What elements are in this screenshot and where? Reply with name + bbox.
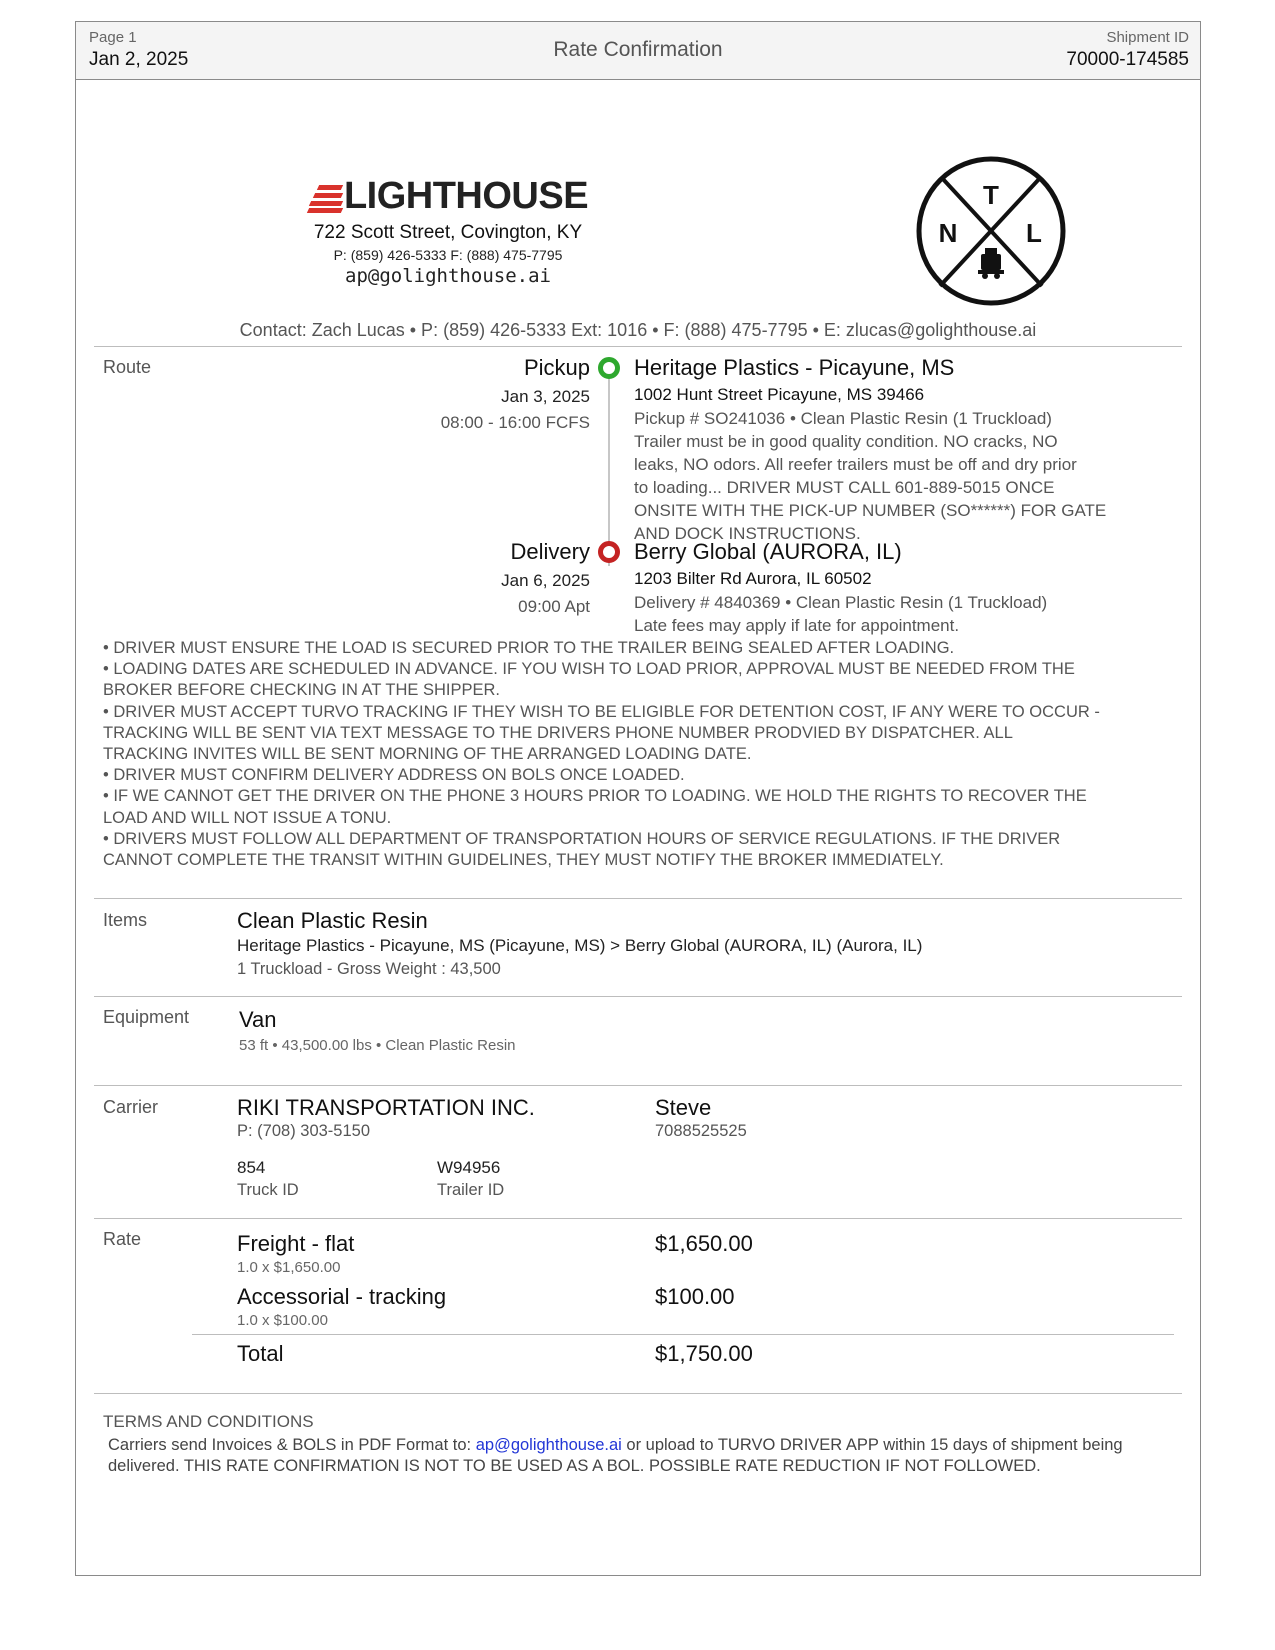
- items-details: [237, 908, 922, 979]
- pickup-note-line: leaks, NO odors. All reefer trailers must be off and dry prior: [634, 455, 1077, 474]
- instruction-line: TRACKING INVITES WILL BE SENT MORNING OF THE ARRANGED LOADING DATE.: [103, 745, 752, 764]
- rate-label: Rate: [103, 1229, 142, 1249]
- shipment-id: 70000-174585: [1066, 49, 1189, 70]
- equipment-label: Equipment: [103, 1007, 190, 1027]
- rate-line-amount: $100.00: [655, 1284, 735, 1309]
- emblem-letter-l: L: [1026, 218, 1042, 248]
- rate-line-calc: 1.0 x $100.00: [237, 1312, 328, 1329]
- delivery-schedule: [501, 539, 590, 617]
- driver-name: Steve: [655, 1095, 712, 1120]
- driver-instructions: [103, 638, 1183, 871]
- rate-line-name: Accessorial - tracking: [237, 1284, 447, 1309]
- tnl-emblem-icon: [914, 154, 1068, 308]
- delivery-address: 1203 Bilter Rd Aurora, IL 60502: [634, 569, 872, 588]
- delivery-notes: [634, 591, 1154, 637]
- trailer-id: W94956: [437, 1158, 501, 1177]
- total-label: Total: [237, 1341, 284, 1366]
- page-title: Rate Confirmation: [553, 38, 723, 61]
- rate-line-amount: $1,650.00: [655, 1231, 753, 1256]
- document-date: Jan 2, 2025: [89, 49, 189, 70]
- instruction-line: • DRIVER MUST CONFIRM DELIVERY ADDRESS ON BOLS ONCE LOADED.: [103, 766, 685, 785]
- pickup-note-line: Trailer must be in good quality condition. NO cracks, NO: [634, 432, 1058, 451]
- rate-line-name: Freight - flat: [237, 1231, 355, 1256]
- pickup-note-line: Pickup # SO241036 • Clean Plastic Resin (1 Truckload): [634, 409, 1052, 428]
- carrier-driver: [655, 1095, 747, 1141]
- divider: [94, 1218, 1182, 1219]
- delivery-time: 09:00 Apt: [518, 597, 590, 616]
- instruction-line: LOAD AND WILL NOT ISSUE A TONU.: [103, 808, 392, 827]
- delivery-date: Jan 6, 2025: [501, 571, 590, 590]
- divider: [94, 996, 1182, 997]
- delivery-type: Delivery: [510, 539, 590, 564]
- pickup-note-line: ONSITE WITH THE PICK-UP NUMBER (SO******) FOR GATE: [634, 501, 1107, 520]
- item-detail: 1 Truckload - Gross Weight : 43,500: [237, 960, 501, 978]
- delivery-name: Berry Global (AURORA, IL): [634, 539, 902, 564]
- items-label: Items: [103, 910, 148, 930]
- carrier-name: RIKI TRANSPORTATION INC.: [237, 1095, 535, 1120]
- pickup-date: Jan 3, 2025: [501, 387, 590, 406]
- pickup-time: 08:00 - 16:00 FCFS: [440, 413, 590, 432]
- instruction-line: BROKER BEFORE CHECKING IN AT THE SHIPPER.: [103, 681, 500, 700]
- divider: [94, 898, 1182, 899]
- logo-wordmark: LIGHTHOUSE: [343, 175, 589, 217]
- pickup-type: Pickup: [523, 355, 590, 380]
- equipment-detail: 53 ft • 43,500.00 lbs • Clean Plastic Resin: [239, 1037, 516, 1054]
- terms-text: [108, 1435, 1138, 1477]
- pickup-details: [634, 355, 1154, 545]
- delivery-note-line: Late fees may apply if late for appointment.: [634, 616, 960, 635]
- equipment-details: [239, 1007, 516, 1054]
- pickup-address: 1002 Hunt Street Picayune, MS 39466: [634, 385, 925, 404]
- rate-line-freight: [237, 1231, 354, 1276]
- route-connector-line: [608, 376, 610, 566]
- terms-text-before: Carriers send Invoices & BOLS in PDF Format to:: [108, 1436, 476, 1454]
- broker-address: 722 Scott Street, Covington, KY: [313, 222, 583, 243]
- divider: [94, 1393, 1182, 1394]
- instruction-line: • DRIVER MUST ACCEPT TURVO TRACKING IF THEY WISH TO BE ELIGIBLE FOR DETENTION COST, IF ANY WERE TO OCCUR -: [103, 702, 1100, 721]
- truck-id-block: [237, 1158, 299, 1200]
- instruction-line: • DRIVER MUST ENSURE THE LOAD IS SECURED PRIOR TO THE TRAILER BEING SEALED AFTER LOADING.: [103, 639, 955, 657]
- route-label: Route: [103, 357, 152, 377]
- page-number: Page 1: [89, 29, 137, 46]
- total-divider: [192, 1334, 1174, 1335]
- logo-stripes-icon: [308, 183, 342, 213]
- broker-contact-line: Contact: Zach Lucas • P: (859) 426-5333 Ext: 1016 • F: (888) 475-7795 • E: zlucas@golighthouse.ai: [239, 320, 1037, 340]
- instruction-line: • IF WE CANNOT GET THE DRIVER ON THE PHONE 3 HOURS PRIOR TO LOADING. WE HOLD THE RIGHTS TO RECOVER THE: [103, 787, 1087, 806]
- document-header: [76, 22, 1200, 80]
- truck-id-label: Truck ID: [237, 1181, 299, 1199]
- trailer-id-label: Trailer ID: [437, 1181, 505, 1199]
- carrier-company: [237, 1095, 535, 1141]
- rate-confirmation-document: [75, 21, 1201, 1576]
- delivery-marker-icon: [598, 541, 620, 563]
- driver-phone: 7088525525: [655, 1122, 747, 1140]
- rate-line-accessorial: [237, 1284, 446, 1329]
- terms-email-link[interactable]: ap@golighthouse.ai: [475, 1436, 622, 1454]
- divider: [94, 346, 1182, 347]
- pickup-notes: [634, 407, 1154, 545]
- item-lane: Heritage Plastics - Picayune, MS (Picayune, MS) > Berry Global (AURORA, IL) (Aurora, IL): [237, 936, 923, 955]
- broker-logo: [298, 175, 598, 218]
- trailer-id-block: [437, 1158, 504, 1200]
- broker-email[interactable]: ap@golighthouse.ai: [345, 265, 551, 287]
- pickup-note-line: AND DOCK INSTRUCTIONS.: [634, 524, 861, 543]
- divider: [94, 1085, 1182, 1086]
- instruction-line: CANNOT COMPLETE THE TRANSIT WITHIN GUIDELINES, THEY MUST NOTIFY THE BROKER IMMEDIATELY.: [103, 851, 944, 870]
- delivery-note-line: Delivery # 4840369 • Clean Plastic Resin (1 Truckload): [634, 593, 1048, 612]
- equipment-type: Van: [239, 1007, 277, 1032]
- terms-text-after: or upload to TURVO DRIVER APP within 15 days of shipment being delivered. THIS RATE CONFIRMATION IS NOT TO BE USED AS A BOL. POSSIBLE RATE REDUCTION IF NOT FOLLOWED.: [108, 1436, 1123, 1475]
- pickup-name: Heritage Plastics - Picayune, MS: [634, 355, 955, 380]
- pickup-schedule: [441, 355, 590, 433]
- pickup-note-line: to loading... DRIVER MUST CALL 601-889-5015 ONCE: [634, 478, 1055, 497]
- truck-id: 854: [237, 1158, 266, 1177]
- pickup-marker-icon: [598, 357, 620, 379]
- broker-logo-block: [298, 175, 598, 287]
- instruction-line: • DRIVERS MUST FOLLOW ALL DEPARTMENT OF TRANSPORTATION HOURS OF SERVICE REGULATIONS. IF THE DRIVER: [103, 829, 1061, 848]
- header-right: [1066, 29, 1189, 71]
- total-amount: $1,750.00: [655, 1341, 753, 1366]
- broker-phone: P: (859) 426-5333 F: (888) 475-7795: [333, 247, 563, 263]
- delivery-details: [634, 539, 1154, 637]
- shipment-id-label: Shipment ID: [1106, 29, 1189, 46]
- emblem-letter-n: N: [938, 218, 958, 248]
- item-name: Clean Plastic Resin: [237, 908, 428, 933]
- carrier-phone: P: (708) 303-5150: [237, 1122, 371, 1140]
- instruction-line: • LOADING DATES ARE SCHEDULED IN ADVANCE. IF YOU WISH TO LOAD PRIOR, APPROVAL MUST BE NEEDED FROM THE: [103, 660, 1075, 679]
- rate-line-calc: 1.0 x $1,650.00: [237, 1259, 341, 1276]
- terms-title: TERMS AND CONDITIONS: [103, 1412, 314, 1431]
- instruction-line: TRACKING WILL BE SENT VIA TEXT MESSAGE TO THE DRIVERS PHONE NUMBER PRODVIED BY DISPATCHER. ALL: [103, 723, 1013, 742]
- emblem-letter-t: T: [983, 180, 999, 210]
- carrier-label: Carrier: [103, 1097, 159, 1117]
